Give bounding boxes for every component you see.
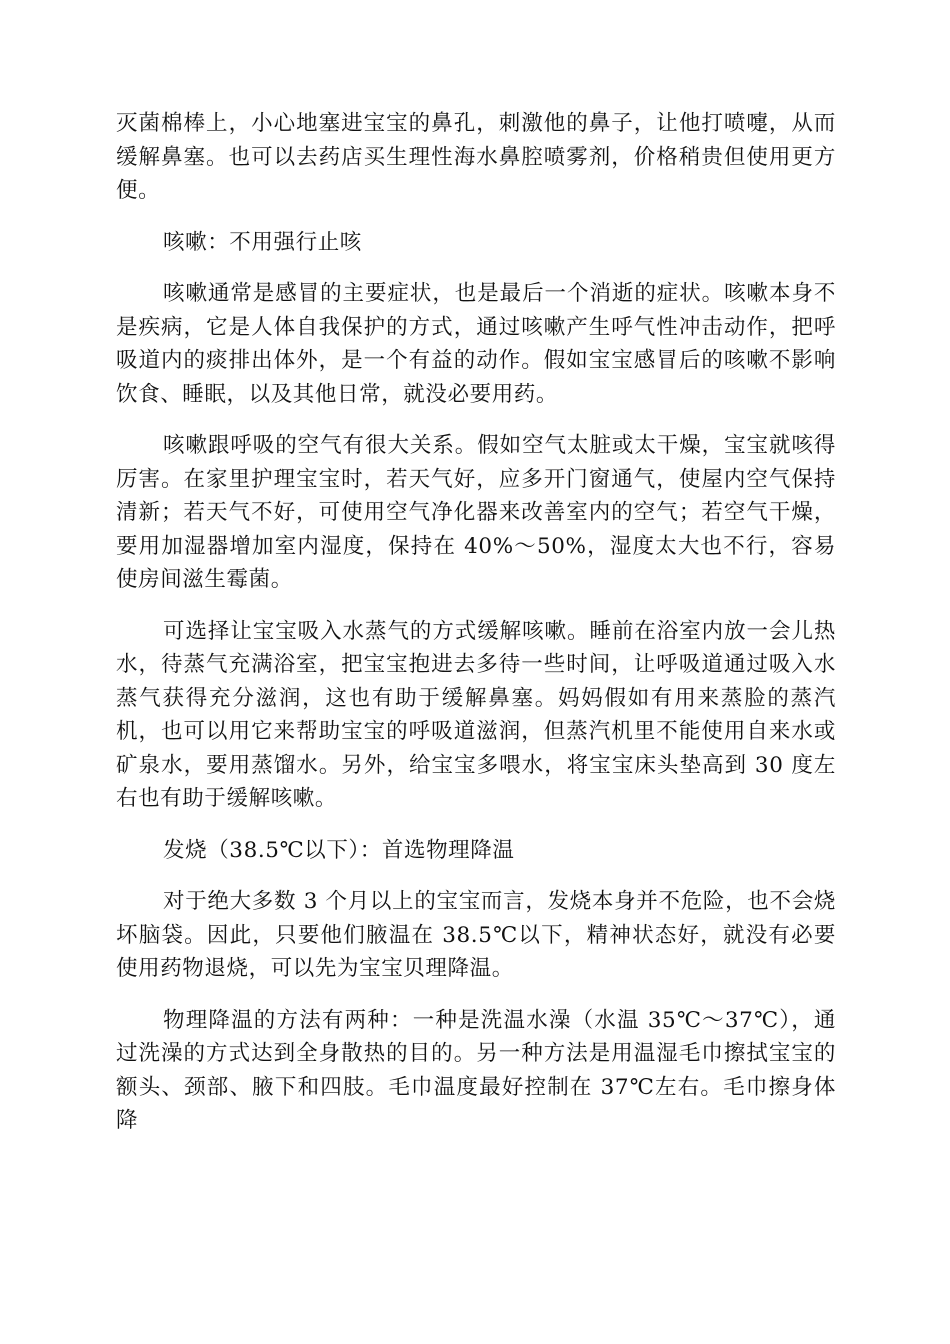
paragraph-cough-symptom: 咳嗽通常是感冒的主要症状，也是最后一个消逝的症状。咳嗽本身不是疾病，它是人体自我保护的方式，通过咳嗽产生呼气性冲击动作，把呼吸道内的痰排出体外，是一个有益的动作。假如宝宝感冒后的咳嗽不影响饮食、睡眠，以及其他日常，就没必要用药。 [116, 281, 836, 407]
document-body [116, 107, 836, 1156]
paragraph-cough-air: 咳嗽跟呼吸的空气有很大关系。假如空气太脏或太干燥，宝宝就咳得厉害。在家里护理宝宝时，若天气好，应多开门窗通气，使屋内空气保持清新；若天气不好，可使用空气净化器来改善室内的空气；若空气干燥，要用加湿器增加室内湿度，保持在 40%～50%，湿度太大也不行，容易使房间滋生霉菌。 [116, 433, 836, 592]
paragraph-fever-intro: 对于绝大多数 3 个月以上的宝宝而言，发烧本身并不危险，也不会烧坏脑袋。因此，只要他们腋温在 38.5℃以下，精神状态好，就没有必要使用药物退烧，可以先为宝宝贝理降温。 [116, 889, 836, 981]
paragraph-fever-methods: 物理降温的方法有两种：一种是洗温水澡（水温 35℃～37℃），通过洗澡的方式达到全身散热的目的。另一种方法是用温湿毛巾擦拭宝宝的额头、颈部、腋下和四肢。毛巾温度最好控制在 37℃左右。毛巾擦身体降 [116, 1007, 836, 1133]
paragraph-nasal-relief: 灭菌棉棒上，小心地塞进宝宝的鼻孔，刺激他的鼻子，让他打喷嚏，从而缓解鼻塞。也可以去药店买生理性海水鼻腔喷雾剂，价格稍贵但使用更方便。 [116, 111, 836, 203]
section-heading-fever: 发烧（38.5℃以下）：首选物理降温 [163, 837, 515, 863]
paragraph-cough-steam: 可选择让宝宝吸入水蒸气的方式缓解咳嗽。睡前在浴室内放一会儿热水，待蒸气充满浴室，把宝宝抱进去多待一些时间，让呼吸道通过吸入水蒸气获得充分滋润，这也有助于缓解鼻塞。妈妈假如有用来蒸脸的蒸汽机，也可以用它来帮助宝宝的呼吸道滋润，但蒸汽机里不能使用自来水或矿泉水，要用蒸馏水。另外，给宝宝多喂水，将宝宝床头垫高到 30 度左右也有助于缓解咳嗽。 [116, 618, 836, 811]
section-heading-cough: 咳嗽：不用强行止咳 [163, 229, 362, 255]
